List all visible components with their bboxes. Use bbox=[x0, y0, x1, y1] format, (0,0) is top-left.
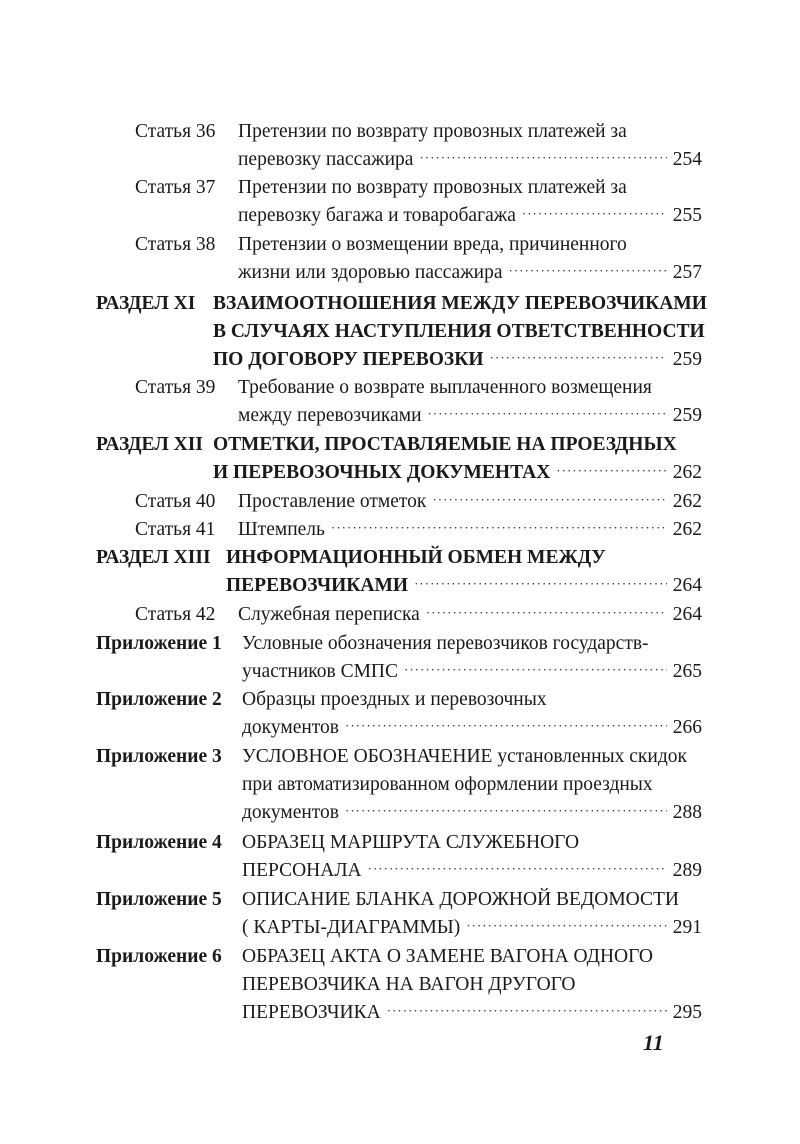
entry-title-line: ОБРАЗЕЦ АКТА О ЗАМЕНЕ ВАГОНА ОДНОГО bbox=[242, 946, 653, 967]
entry-page-number: 291 bbox=[672, 917, 702, 938]
entry-title-line: Проставление отметок bbox=[238, 491, 427, 512]
entry-title-line: Требование о возврате выплаченного возмещения bbox=[238, 377, 652, 398]
entry-label: Статья 41 bbox=[135, 519, 216, 540]
entry-title-line: ОБРАЗЕЦ МАРШРУТА СЛУЖЕБНОГО bbox=[242, 832, 580, 853]
entry-page-number: 266 bbox=[672, 717, 702, 738]
entry-title-line: участников СМПС bbox=[242, 661, 399, 682]
section-title-line: ОТМЕТКИ, ПРОСТАВЛЯЕМЫЕ НА ПРОЕЗДНЫХ bbox=[213, 434, 677, 455]
entry-title-line: ПЕРСОНАЛА bbox=[242, 860, 362, 881]
dot-leader bbox=[414, 570, 667, 598]
dot-leader bbox=[490, 344, 667, 372]
toc-entry-leader-line bbox=[238, 202, 702, 230]
entry-title-line: Штемпель bbox=[238, 519, 325, 540]
section-label: РАЗДЕЛ XII bbox=[96, 434, 203, 455]
section-title-line: ПЕРЕВОЗЧИКАМИ bbox=[226, 575, 409, 596]
entry-page-number: 254 bbox=[672, 149, 702, 170]
entry-label: Статья 40 bbox=[135, 491, 216, 512]
section-title-line: И ПЕРЕВОЗОЧНЫХ ДОКУМЕНТАХ bbox=[213, 462, 551, 483]
entry-title-line: Служебная переписка bbox=[238, 604, 420, 625]
entry-title-line: Претензии по возврату провозных платежей за bbox=[238, 177, 627, 198]
dot-leader bbox=[404, 656, 667, 684]
section-label: РАЗДЕЛ XIII bbox=[96, 547, 211, 568]
entry-page-number: 255 bbox=[672, 205, 702, 226]
toc-entry-leader-line bbox=[238, 402, 702, 430]
dot-leader bbox=[466, 912, 666, 940]
entry-title-line: документов bbox=[242, 717, 340, 738]
toc-entry-leader-line bbox=[242, 857, 702, 885]
appendix-label: Приложение 2 bbox=[96, 689, 222, 710]
section-title-line: ПО ДОГОВОРУ ПЕРЕВОЗКИ bbox=[213, 349, 484, 370]
dot-leader bbox=[556, 457, 666, 485]
dot-leader bbox=[509, 257, 667, 285]
dot-leader bbox=[368, 855, 667, 883]
toc-entry-leader-line bbox=[238, 146, 702, 174]
appendix-label: Приложение 3 bbox=[96, 746, 222, 767]
toc-entry-leader-line bbox=[226, 572, 702, 600]
dot-leader bbox=[331, 514, 667, 542]
entry-label: Статья 38 bbox=[135, 234, 216, 255]
entry-title-line: ( КАРТЫ-ДИАГРАММЫ) bbox=[242, 917, 461, 938]
dot-leader bbox=[432, 486, 666, 514]
appendix-label: Приложение 5 bbox=[96, 889, 222, 910]
entry-title-line: ПЕРЕВОЗЧИКА bbox=[242, 1002, 381, 1023]
section-title-line: ВЗАИМООТНОШЕНИЯ МЕЖДУ ПЕРЕВОЗЧИКАМИ bbox=[213, 293, 707, 314]
dot-leader bbox=[345, 712, 667, 740]
entry-title-line: ПЕРЕВОЗЧИКА НА ВАГОН ДРУГОГО bbox=[242, 974, 576, 995]
entry-page-number: 288 bbox=[672, 802, 702, 823]
entry-title-line: при автоматизированном оформлении проездных bbox=[242, 774, 653, 795]
entry-title-line: Претензии о возмещении вреда, причиненного bbox=[238, 234, 627, 255]
toc-entry-leader-line bbox=[242, 799, 702, 827]
entry-page-number: 257 bbox=[672, 262, 702, 283]
dot-leader bbox=[345, 797, 667, 825]
entry-page-number: 295 bbox=[672, 1002, 702, 1023]
dot-leader bbox=[522, 200, 667, 228]
toc-entry-leader-line bbox=[213, 346, 702, 374]
section-title-line: В СЛУЧАЯХ НАСТУПЛЕНИЯ ОТВЕТСТВЕННОСТИ bbox=[213, 321, 705, 342]
appendix-label: Приложение 4 bbox=[96, 832, 222, 853]
dot-leader bbox=[426, 599, 667, 627]
entry-page-number: 259 bbox=[672, 405, 702, 426]
toc-entry-leader-line bbox=[242, 658, 702, 686]
dot-leader bbox=[419, 144, 666, 172]
section-title-line: ИНФОРМАЦИОННЫЙ ОБМЕН МЕЖДУ bbox=[226, 547, 606, 568]
toc-entry-leader-line bbox=[238, 259, 702, 287]
dot-leader bbox=[428, 400, 667, 428]
entry-page-number: 262 bbox=[672, 519, 702, 540]
entry-title-line: Претензии по возврату провозных платежей за bbox=[238, 121, 627, 142]
entry-title-line: ОПИСАНИЕ БЛАНКА ДОРОЖНОЙ ВЕДОМОСТИ bbox=[242, 889, 679, 910]
entry-page-number: 262 bbox=[672, 462, 702, 483]
entry-title-line: документов bbox=[242, 802, 340, 823]
toc-entry-leader-line bbox=[213, 459, 702, 487]
entry-title-line: жизни или здоровью пассажира bbox=[238, 262, 503, 283]
entry-title-line: перевозку пассажира bbox=[238, 149, 414, 170]
entry-page-number: 265 bbox=[672, 661, 702, 682]
section-label: РАЗДЕЛ XI bbox=[96, 293, 196, 314]
page-number: 11 bbox=[643, 1030, 664, 1055]
entry-title-line: между перевозчиками bbox=[238, 405, 422, 426]
entry-page-number: 264 bbox=[672, 575, 702, 596]
entry-label: Статья 39 bbox=[135, 377, 216, 398]
entry-page-number: 262 bbox=[672, 491, 702, 512]
entry-title-line: Условные обозначения перевозчиков государств- bbox=[242, 633, 649, 654]
toc-entry-article-41 bbox=[135, 516, 702, 544]
toc-entry-article-40 bbox=[135, 488, 702, 516]
entry-title-line: Образцы проездных и перевозочных bbox=[242, 689, 547, 710]
toc-entry-leader-line bbox=[242, 714, 702, 742]
appendix-label: Приложение 6 bbox=[96, 946, 222, 967]
entry-title-line: УСЛОВНОЕ ОБОЗНАЧЕНИЕ установленных скидок bbox=[242, 746, 687, 767]
entry-page-number: 289 bbox=[672, 860, 702, 881]
entry-page-number: 264 bbox=[672, 604, 702, 625]
entry-title-line: перевозку багажа и товаробагажа bbox=[238, 205, 516, 226]
entry-label: Статья 37 bbox=[135, 177, 216, 198]
entry-page-number: 259 bbox=[672, 349, 702, 370]
appendix-label: Приложение 1 bbox=[96, 633, 222, 654]
entry-label: Статья 42 bbox=[135, 604, 216, 625]
toc-entry-article-42 bbox=[135, 601, 702, 629]
entry-label: Статья 36 bbox=[135, 121, 216, 142]
toc-entry-leader-line bbox=[242, 999, 702, 1027]
toc-entry-leader-line bbox=[242, 914, 702, 942]
dot-leader bbox=[387, 997, 667, 1025]
